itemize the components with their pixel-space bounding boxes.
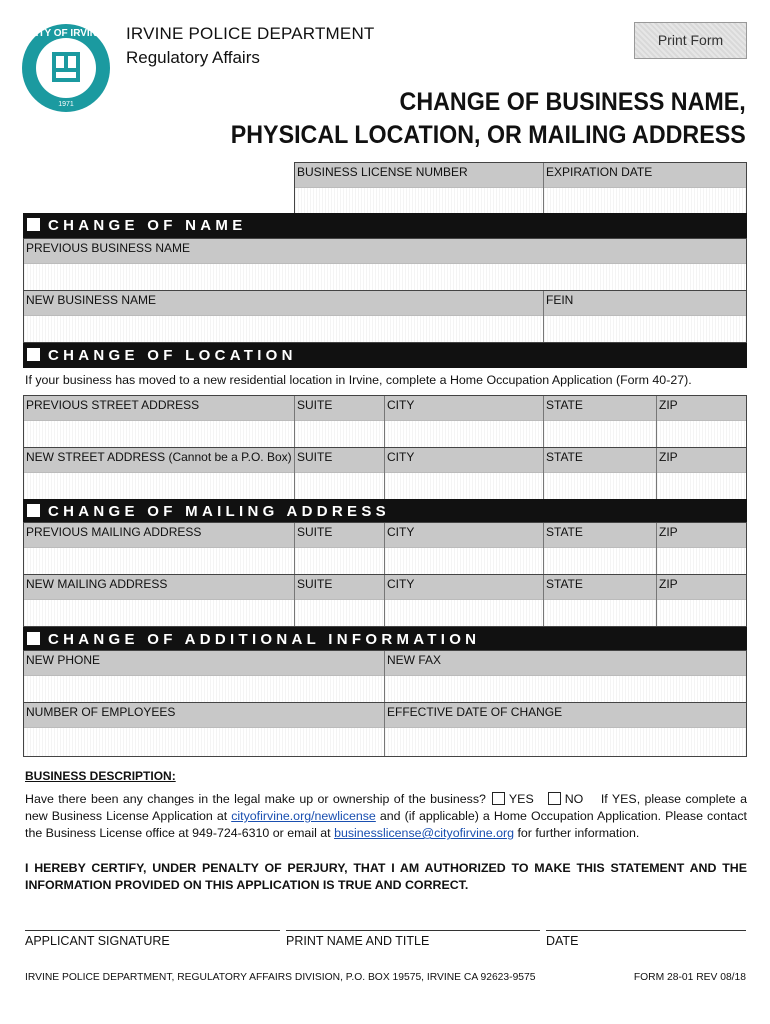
division-name: Regulatory Affairs	[126, 48, 260, 67]
previous-street-field[interactable]	[24, 420, 294, 447]
section-title: CHANGE OF NAME	[48, 217, 247, 234]
state-label: STATE	[544, 575, 656, 599]
previous-mailing-label: PREVIOUS MAILING ADDRESS	[24, 523, 294, 547]
form-number: FORM 28-01 REV 08/18	[633, 972, 746, 983]
expiration-date-label: EXPIRATION DATE	[544, 163, 746, 187]
print-name-line[interactable]	[286, 930, 540, 948]
previous-mailing-row	[23, 522, 747, 575]
suite-label: SUITE	[295, 575, 384, 599]
new-state-field[interactable]	[544, 472, 656, 499]
section-title: CHANGE OF ADDITIONAL INFORMATION	[48, 631, 481, 648]
instruction-text-1: If YES, please complete a new Business License Application at	[25, 792, 747, 823]
business-description-text	[25, 791, 747, 842]
certification-statement: I HEREBY CERTIFY, UNDER PENALTY OF PERJURY, THAT I AM AUTHORIZED TO MAKE THIS STATEMENT AND THE INFORMATION PROVIDED ON THIS APPLICATION IS TRUE AND CORRECT.	[25, 861, 747, 892]
new-mailing-state-field[interactable]	[544, 599, 656, 626]
applicant-signature-label: APPLICANT SIGNATURE	[25, 934, 170, 948]
effective-date-field[interactable]	[385, 727, 746, 756]
previous-business-name-field[interactable]	[24, 263, 746, 290]
location-note: If your business has moved to a new residential location in Irvine, complete a Home Occupation Application (Form 40-27).	[25, 373, 692, 387]
applicant-signature-line[interactable]	[25, 930, 280, 948]
state-label: STATE	[544, 523, 656, 547]
previous-mailing-state-field[interactable]	[544, 547, 656, 574]
section-title: CHANGE OF MAILING ADDRESS	[48, 503, 390, 520]
new-fax-field[interactable]	[385, 675, 746, 702]
new-business-name-label: NEW BUSINESS NAME	[24, 291, 543, 315]
checkbox-icon[interactable]	[27, 218, 40, 231]
footer-address: IRVINE POLICE DEPARTMENT, REGULATORY AFFAIRS DIVISION, P.O. BOX 19575, IRVINE CA 92623-9575	[25, 972, 536, 983]
license-number-field[interactable]	[295, 187, 543, 214]
checkbox-icon[interactable]	[27, 348, 40, 361]
zip-label: ZIP	[657, 448, 746, 472]
new-street-field[interactable]	[24, 472, 294, 499]
new-mailing-city-field[interactable]	[385, 599, 543, 626]
city-label: CITY	[385, 396, 543, 420]
no-label: NO	[564, 792, 584, 806]
new-mailing-zip-field[interactable]	[657, 599, 746, 626]
fein-field[interactable]	[544, 315, 746, 342]
instruction-text-3: for further information.	[517, 826, 640, 840]
expiration-date-field[interactable]	[544, 187, 746, 214]
new-phone-label: NEW PHONE	[24, 651, 384, 675]
employees-field[interactable]	[24, 727, 384, 756]
employees-label: NUMBER OF EMPLOYEES	[24, 703, 384, 727]
new-mailing-suite-field[interactable]	[295, 599, 384, 626]
license-number-label: BUSINESS LICENSE NUMBER	[295, 163, 543, 187]
new-zip-field[interactable]	[657, 472, 746, 499]
city-label: CITY	[385, 575, 543, 599]
previous-state-field[interactable]	[544, 420, 656, 447]
print-name-label: PRINT NAME AND TITLE	[286, 934, 430, 948]
section-change-of-name	[23, 213, 747, 238]
new-phone-field[interactable]	[24, 675, 384, 702]
effective-date-label: EFFECTIVE DATE OF CHANGE	[385, 703, 746, 727]
zip-label: ZIP	[657, 396, 746, 420]
yes-checkbox[interactable]	[492, 792, 505, 805]
print-form-button[interactable]: Print Form	[634, 22, 747, 59]
previous-suite-field[interactable]	[295, 420, 384, 447]
previous-mailing-field[interactable]	[24, 547, 294, 574]
previous-street-row	[23, 395, 747, 448]
city-label: CITY	[385, 523, 543, 547]
instruction-text-2: and (if applicable) a Home Occupation Application. Please contact the Business License office at 949-724-6310 or email at	[25, 809, 747, 840]
section-change-of-mailing-address	[23, 499, 747, 524]
new-mailing-label: NEW MAILING ADDRESS	[24, 575, 294, 599]
section-title: CHANGE OF LOCATION	[48, 347, 297, 364]
svg-text:1971: 1971	[58, 101, 74, 108]
no-checkbox[interactable]	[548, 792, 561, 805]
previous-mailing-zip-field[interactable]	[657, 547, 746, 574]
suite-label: SUITE	[295, 396, 384, 420]
fein-label: FEIN	[544, 291, 746, 315]
previous-zip-field[interactable]	[657, 420, 746, 447]
employees-date-row	[23, 702, 747, 757]
checkbox-icon[interactable]	[27, 632, 40, 645]
new-name-row	[23, 290, 747, 343]
previous-city-field[interactable]	[385, 420, 543, 447]
department-name: IRVINE POLICE DEPARTMENT	[126, 24, 375, 43]
email-link[interactable]: businesslicense@cityofirvine.org	[334, 826, 514, 840]
license-row	[294, 162, 747, 215]
suite-label: SUITE	[295, 523, 384, 547]
city-seal-logo	[20, 22, 112, 114]
new-mailing-field[interactable]	[24, 599, 294, 626]
zip-label: ZIP	[657, 523, 746, 547]
ownership-question: Have there been any changes in the legal make up or ownership of the business?	[25, 792, 486, 806]
new-suite-field[interactable]	[295, 472, 384, 499]
section-change-of-additional-information	[23, 627, 747, 652]
business-description-heading: BUSINESS DESCRIPTION:	[25, 769, 176, 783]
new-business-name-field[interactable]	[24, 315, 543, 342]
title-line-1: CHANGE OF BUSINESS NAME,	[399, 88, 746, 116]
new-fax-label: NEW FAX	[385, 651, 746, 675]
previous-business-name-label: PREVIOUS BUSINESS NAME	[24, 239, 746, 263]
suite-label: SUITE	[295, 448, 384, 472]
new-street-label: NEW STREET ADDRESS (Cannot be a P.O. Box)	[24, 448, 294, 472]
checkbox-icon[interactable]	[27, 504, 40, 517]
title-line-2: PHYSICAL LOCATION, OR MAILING ADDRESS	[231, 121, 746, 149]
city-label: CITY	[385, 448, 543, 472]
new-license-link[interactable]: cityofirvine.org/newlicense	[231, 809, 376, 823]
previous-mailing-city-field[interactable]	[385, 547, 543, 574]
phone-fax-row	[23, 650, 747, 703]
state-label: STATE	[544, 448, 656, 472]
form-title	[231, 86, 746, 152]
previous-mailing-suite-field[interactable]	[295, 547, 384, 574]
zip-label: ZIP	[657, 575, 746, 599]
new-street-row	[23, 447, 747, 500]
section-change-of-location	[23, 343, 747, 368]
svg-text:CITY OF IRVINE: CITY OF IRVINE	[28, 28, 104, 39]
date-line[interactable]	[546, 930, 746, 948]
state-label: STATE	[544, 396, 656, 420]
previous-street-label: PREVIOUS STREET ADDRESS	[24, 396, 294, 420]
new-city-field[interactable]	[385, 472, 543, 499]
date-label: DATE	[546, 934, 579, 948]
new-mailing-row	[23, 574, 747, 627]
yes-label: YES	[508, 792, 534, 806]
previous-name-row	[23, 238, 747, 291]
